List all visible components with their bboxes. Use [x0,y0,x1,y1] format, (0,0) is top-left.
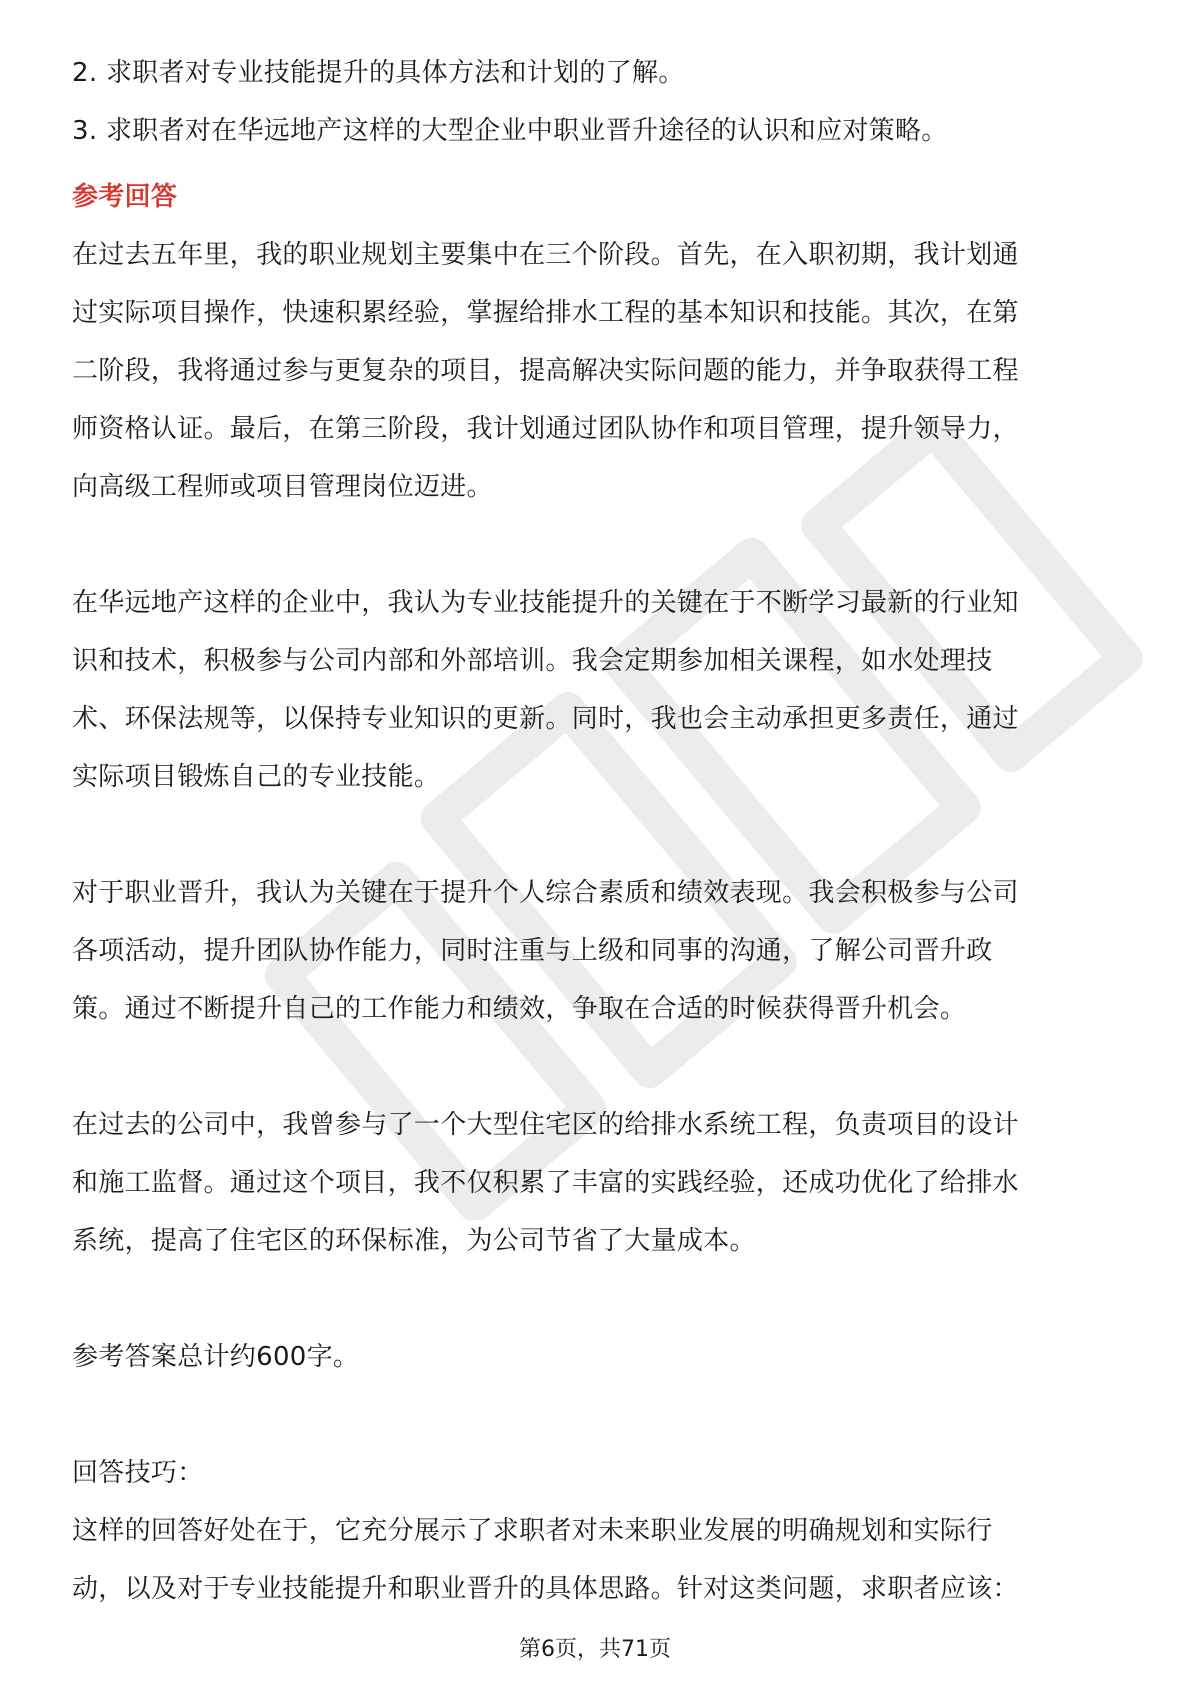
paragraph-line: 在过去五年里，我的职业规划主要集中在三个阶段。首先，在入职初期，我计划通 [72,240,1019,270]
paragraph-line: 向高级工程师或项目管理岗位迈进。 [72,472,493,502]
word-count-note: 参考答案总计约600字。 [72,1342,360,1372]
paragraph-line: 策。通过不断提升自己的工作能力和绩效，争取在合适的时候获得晋升机会。 [72,994,967,1024]
paragraph-line: 师资格认证。最后，在第三阶段，我计划通过团队协作和项目管理，提升领导力， [72,414,1019,444]
paragraph-line: 在过去的公司中，我曾参与了一个大型住宅区的给排水系统工程，负责项目的设计 [72,1110,1019,1140]
question-item: 2. 求职者对专业技能提升的具体方法和计划的了解。 [72,58,685,88]
paragraph-line: 和施工监督。通过这个项目，我不仅积累了丰富的实践经验，还成功优化了给排水 [72,1168,1019,1198]
paragraph-line: 术、环保法规等，以保持专业知识的更新。同时，我也会主动承担更多责任，通过 [72,704,1019,734]
tips-line: 动，以及对于专业技能提升和职业晋升的具体思路。针对这类问题，求职者应该： [72,1574,1019,1604]
paragraph-line: 过实际项目操作，快速积累经验，掌握给排水工程的基本知识和技能。其次，在第 [72,298,1019,328]
tips-line: 这样的回答好处在于，它充分展示了求职者对未来职业发展的明确规划和实际行 [72,1516,993,1546]
paragraph-line: 各项活动，提升团队协作能力，同时注重与上级和同事的沟通，了解公司晋升政 [72,936,993,966]
document-content [72,44,1122,1618]
page-footer: 第6页，共71页 [519,1637,671,1662]
answer-heading: 参考回答 [72,182,178,212]
paragraph-line: 二阶段，我将通过参与更复杂的项目，提高解决实际问题的能力，并争取获得工程 [72,356,1019,386]
paragraph-line: 在华远地产这样的企业中，我认为专业技能提升的关键在于不断学习最新的行业知 [72,588,1019,618]
paragraph-line: 识和技术，积极参与公司内部和外部培训。我会定期参加相关课程，如水处理技 [72,646,993,676]
paragraph-line: 对于职业晋升，我认为关键在于提升个人综合素质和绩效表现。我会积极参与公司 [72,878,1019,908]
paragraph-line: 系统，提高了住宅区的环保标准，为公司节省了大量成本。 [72,1226,756,1256]
paragraph-line: 实际项目锻炼自己的专业技能。 [72,762,441,792]
tips-heading: 回答技巧： [72,1458,204,1488]
question-item: 3. 求职者对在华远地产这样的大型企业中职业晋升途径的认识和应对策略。 [72,116,948,146]
